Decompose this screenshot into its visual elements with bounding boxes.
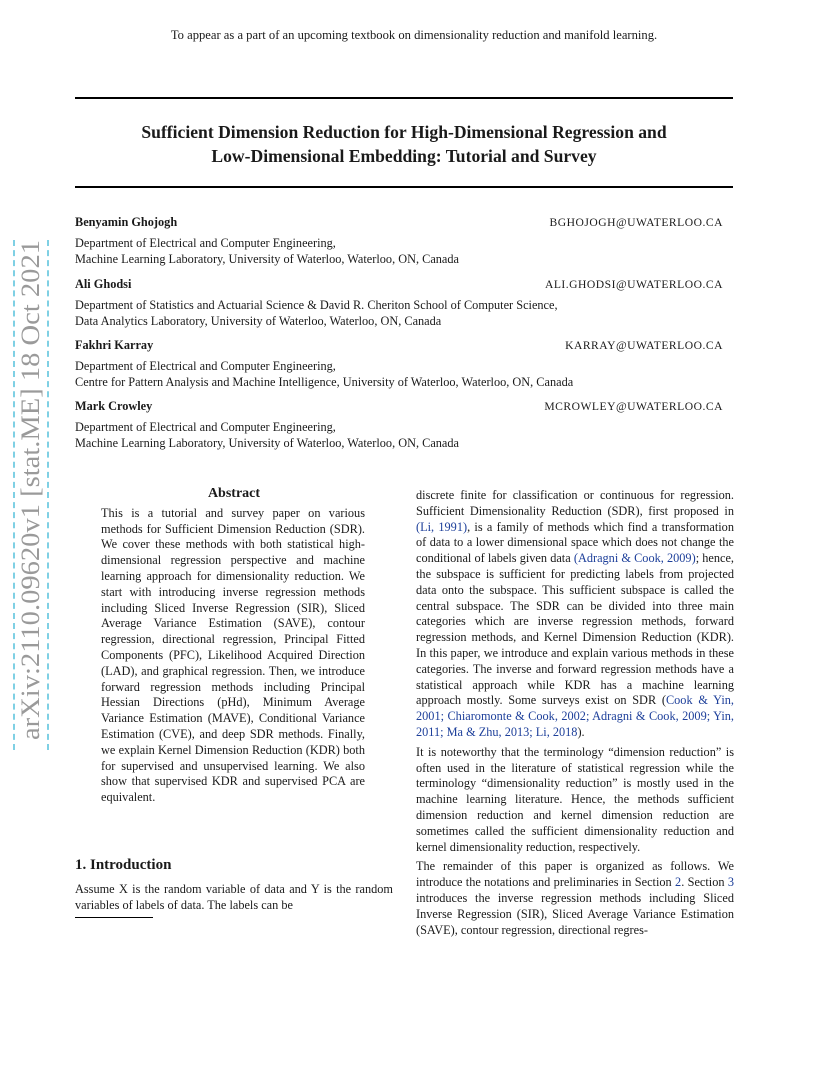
header-note: To appear as a part of an upcoming textbook on dimensionality reduction and manifold learning. xyxy=(170,28,658,42)
abstract-section xyxy=(75,486,393,806)
author-affiliation xyxy=(75,358,733,390)
author-name: Benyamin Ghojogh xyxy=(75,215,178,229)
title-line-1: Sufficient Dimension Reduction for High-Dimensional Regression and xyxy=(141,122,667,142)
affiliation-line: Department of Statistics and Actuarial Science & David R. Cheriton School of Computer Science, xyxy=(75,298,558,312)
text-run: introduces the inverse regression methods including Sliced Inverse Regression (SIR), Sliced Average Variance Estimation (SAVE), contour regression, directional regres- xyxy=(416,890,734,937)
affiliation-line: Machine Learning Laboratory, University of Waterloo, Waterloo, ON, Canada xyxy=(75,436,459,450)
title-bottom-rule xyxy=(75,186,733,188)
text-run: ; hence, the subspace is sufficient for predicting labels from projected data onto the subspace. This sufficient subspace is called the central subspace. The SDR can be divided into three main categories which are inverse regression methods, forward regression methods, and Kernel Dimension Reduction (KDR). In this paper, we introduce and explain various methods in these categories. The inverse and forward regression methods have a statistical approach while KDR has a machine learning approach mostly. Some surveys exist on SDR ( xyxy=(416,551,735,708)
text-run: The remainder of this paper is organized as follows. We introduce the notations and preliminaries in Section xyxy=(416,859,734,890)
section-ref-link[interactable]: 3 xyxy=(727,875,735,890)
paragraph: It is noteworthy that the terminology “dimension reduction” is often used in the literature of statistical regression while the terminology “dimensionality reduction” is mostly used in the machine learning literature. Hence, the methods sufficient dimension reduction and kernel dimension reduction are sometimes called the sufficient dimensionality reduction and kernel dimensionality reduction, respectively. xyxy=(416,744,734,854)
arxiv-stamp-text: arXiv:2110.09620v1 [stat.ME] 18 Oct 2021 xyxy=(15,275,45,740)
author-email[interactable]: MCROWLEY@UWATERLOO.CA xyxy=(544,400,723,413)
right-column xyxy=(416,488,734,942)
text-run: , is a family of methods which find a transformation of data to a lower dimensional space which does not change the conditional of labels given data xyxy=(416,519,734,566)
abstract-heading: Abstract xyxy=(207,486,261,501)
title-line-2: Low-Dimensional Embedding: Tutorial and Survey xyxy=(211,146,597,166)
author-name: Ali Ghodsi xyxy=(75,277,132,291)
author-affiliation xyxy=(75,419,733,451)
author-block-1 xyxy=(75,214,733,267)
citation-link[interactable]: (Adragni & Cook, 2009) xyxy=(573,551,696,566)
author-email[interactable]: KARRAY@UWATERLOO.CA xyxy=(565,339,723,352)
paragraph xyxy=(416,488,734,741)
affiliation-line: Data Analytics Laboratory, University of Waterloo, Waterloo, ON, Canada xyxy=(75,314,442,328)
affiliation-line: Machine Learning Laboratory, University of Waterloo, Waterloo, ON, Canada xyxy=(75,252,459,266)
author-block-2 xyxy=(75,276,733,329)
text-run: ). xyxy=(577,724,585,739)
arxiv-stamp[interactable] xyxy=(0,228,55,748)
paragraph xyxy=(416,859,734,938)
author-name: Mark Crowley xyxy=(75,399,153,413)
author-block-3 xyxy=(75,337,733,390)
affiliation-line: Centre for Pattern Analysis and Machine Intelligence, University of Waterloo, Waterloo, ON, Canada xyxy=(75,375,574,389)
affiliation-line: Department of Electrical and Computer Engineering, xyxy=(75,359,336,373)
author-email[interactable]: BGHOJOGH@UWATERLOO.CA xyxy=(549,216,723,229)
citation-link[interactable]: Cook & Yin, 2001; Chiaromonte & Cook, 2002; Adragni & Cook, 2009; Yin, 2011; Ma & Zhu, 2013; Li, 2018 xyxy=(416,693,734,739)
intro-paragraph: Assume X is the random variable of data and Y is the random variables of labels of data. The labels can be xyxy=(75,882,393,912)
author-affiliation xyxy=(75,297,733,329)
author-email[interactable]: ALI.GHODSI@UWATERLOO.CA xyxy=(544,278,723,291)
author-affiliation xyxy=(75,235,733,267)
footnote-rule xyxy=(75,917,153,918)
section-ref-link[interactable]: 2 xyxy=(675,875,682,890)
author-block-4 xyxy=(75,398,733,451)
text-run: discrete finite for classification or continuous for regression. Sufficient Dimensionality Reduction (SDR), first proposed in xyxy=(416,488,734,518)
title-top-rule xyxy=(75,97,733,99)
author-name: Fakhri Karray xyxy=(75,338,154,352)
affiliation-line: Department of Electrical and Computer Engineering, xyxy=(75,236,336,250)
text-run: . Section xyxy=(681,875,728,890)
citation-link[interactable]: (Li, 1991) xyxy=(416,519,468,534)
affiliation-line: Department of Electrical and Computer Engineering, xyxy=(75,420,336,434)
paper-title xyxy=(75,120,733,168)
abstract-text: This is a tutorial and survey paper on various methods for Sufficient Dimension Reduction (SDR). We cover these methods with both statistical high-dimensional regression perspective and machine learning approach for dimensionality reduction. We start with introducing inverse regression methods including Sliced Inverse Regression (SIR), Sliced Average Variance Estimation (SAVE), contour regression, directional regression, Principal Fitted Components (PFC), Likelihood Acquired Direction (LAD), and graphical regression. Then, we introduce forward regression methods including Principal Hessian Directions (pHd), Minimum Average Variance Estimation (MAVE), Conditional Variance Estimation (CVE), and deep SDR methods. Finally, we explain Kernel Dimension Reduction (KDR) both for supervised and unsupervised learning. We also show that supervised KDR and supervised PCA are equivalent. xyxy=(101,505,365,805)
section-heading-introduction: 1. Introduction xyxy=(75,857,172,873)
